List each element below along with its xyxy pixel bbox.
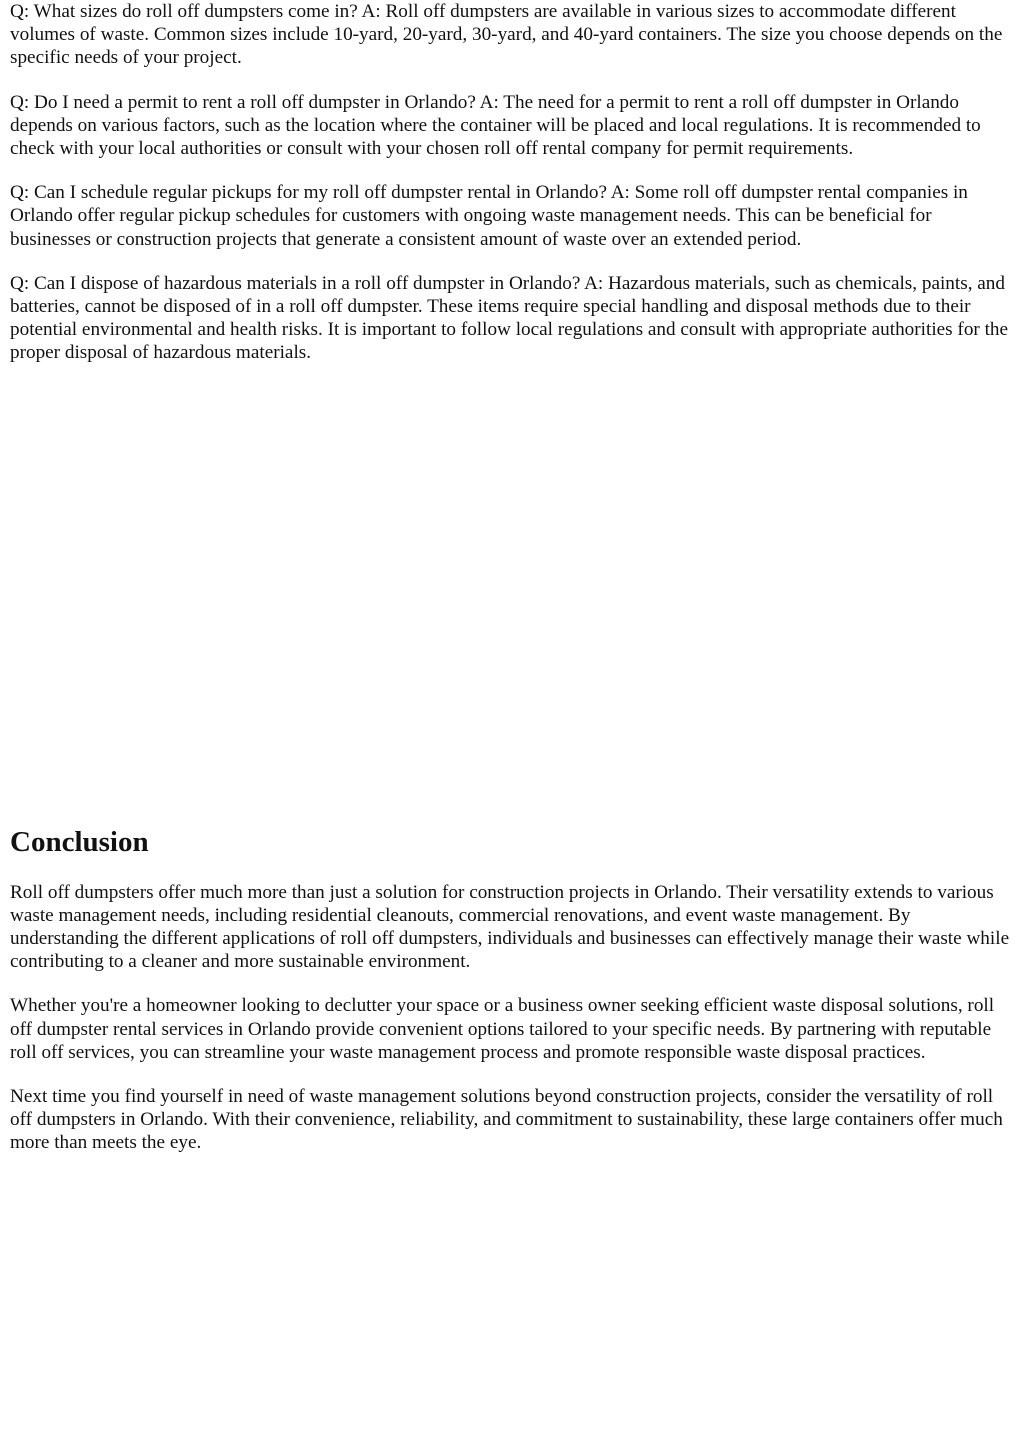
conclusion-paragraph: Next time you find yourself in need of waste management solutions beyond construction projects, consider the versatility of roll off dumpsters in Orlando. With their convenience, reliability, and commitment to sustainability, these large containers offer much more than meets the eye. <box>10 1086 1003 1154</box>
document-page <box>10 0 1014 1176</box>
conclusion-paragraph: Whether you're a homeowner looking to declutter your space or a business owner seeking efficient waste disposal solutions, roll off dumpster rental services in Orlando provide convenient options tailored to your specific needs. By partnering with reputable roll off services, you can streamline your waste management process and promote responsible waste disposal practices. <box>10 995 995 1063</box>
conclusion-paragraph: Roll off dumpsters offer much more than just a solution for construction projects in Orlando. Their versatility extends to various waste management needs, including residential cleanouts, commercial renovations, and event waste management. By understanding the different applications of roll off dumpsters, individuals and businesses can effectively manage their waste while contributing to a cleaner and more sustainable environment. <box>10 881 1010 973</box>
faq-item-hazardous: Q: Can I dispose of hazardous materials in a roll off dumpster in Orlando? A: Hazardous materials, such as chemicals, paints, and batteries, cannot be disposed of in a roll off dumpster. These items require special handling and disposal methods due to their potential environmental and health risks. It is important to follow local regulations and consult with appropriate authorities for the proper disposal of hazardous materials. <box>10 272 1009 364</box>
blank-space <box>10 386 1014 825</box>
conclusion-section <box>10 825 1014 1155</box>
faq-item-permit: Q: Do I need a permit to rent a roll off dumpster in Orlando? A: The need for a permit to rent a roll off dumpster in Orlando depends on various factors, such as the location where the container will be placed and local regulations. It is recommended to check with your local authorities or consult with your chosen roll off rental company for permit requirements. <box>10 91 981 160</box>
conclusion-heading: Conclusion <box>10 825 149 858</box>
faq-item-pickups: Q: Can I schedule regular pickups for my roll off dumpster rental in Orlando? A: Some roll off dumpster rental companies in Orlando offer regular pickup schedules for customers with ongoing waste management needs. This can be beneficial for businesses or construction projects that generate a consistent amount of waste over an extended period. <box>10 182 968 250</box>
faq-section <box>10 0 1014 365</box>
faq-item-sizes: Q: What sizes do roll off dumpsters come in? A: Roll off dumpsters are available in various sizes to accommodate different volumes of waste. Common sizes include 10-yard, 20-yard, 30-yard, and 40-yard containers. The size you choose depends on the specific needs of your project. <box>10 1 1003 69</box>
